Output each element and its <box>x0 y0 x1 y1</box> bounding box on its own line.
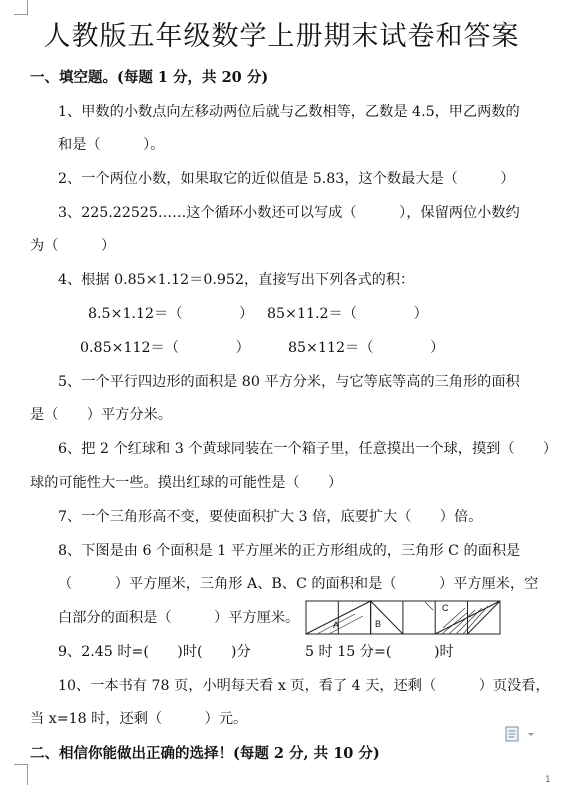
section-2-heading: 二、相信你能做出正确的选择！(每题 2 分, 共 10 分) <box>30 745 380 762</box>
question-10-line-2: 当 x=18 时，还剩（ ）元。 <box>30 711 248 727</box>
paste-options-icon[interactable] <box>505 726 541 742</box>
question-3-line-2: 为（ ） <box>30 238 116 254</box>
question-8-line-1: 8、下图是由 6 个面积是 1 平方厘米的正方形组成的，三角形 C 的面积是 <box>58 543 521 559</box>
triangle-a-label: A <box>333 620 340 630</box>
question-1-line-1: 1、甲数的小数点向左移动两位后就与乙数相等，乙数是 4.5，甲乙两数的 <box>58 104 520 120</box>
crop-mark-bottom-left-h <box>14 764 28 765</box>
triangle-c-label: C <box>442 603 449 613</box>
question-1-line-2: 和是（ ）。 <box>58 137 165 153</box>
section-1-heading: 一、填空题。(每题 1 分，共 20 分) <box>30 69 269 86</box>
question-7: 7、一个三角形高不变，要使面积扩大 3 倍，底要扩大（ ）倍。 <box>58 509 483 525</box>
question-6-line-2: 球的可能性大一些。摸出红球的可能性是（ ） <box>30 475 343 491</box>
question-5-line-2: 是（ ）平方分米。 <box>30 407 172 423</box>
document-title: 人教版五年级数学上册期末试卷和答案 <box>43 21 520 52</box>
squares-triangles-figure <box>305 600 503 635</box>
question-6-line-1: 6、把 2 个红球和 3 个黄球同装在一个箱子里，任意摸出一个球，摸到（ ） <box>58 441 558 457</box>
question-9-part-2: 5 时 15 分=( )时 <box>305 644 454 660</box>
question-3-line-1: 3、225.22525……这个循环小数还可以写成（ ），保留两位小数约 <box>58 205 520 221</box>
page-number: 1 <box>545 775 551 785</box>
question-4-item-1: 8.5×1.12＝（ ） <box>88 306 254 322</box>
question-2: 2、一个两位小数，如果取它的近似值是 5.83，这个数最大是（ ） <box>58 171 515 187</box>
question-4-item-3: 0.85×112＝（ ） <box>80 340 250 356</box>
question-9-part-1: 9、2.45 时=( )时( )分 <box>58 644 251 660</box>
question-8-line-3: 白部分的面积是（ ）平方厘米。 <box>58 610 300 626</box>
triangle-b-label: B <box>375 619 382 629</box>
question-4-item-4: 85×112＝（ ） <box>288 340 445 356</box>
question-4: 4、根据 0.85×1.12＝0.952，直接写出下列各式的积： <box>58 272 415 288</box>
crop-mark-top-left-v <box>27 0 28 15</box>
question-10-line-1: 10、一本书有 78 页，小明每天看 x 页，看了 4 天，还剩（ ）页没看， <box>58 678 550 694</box>
question-5-line-1: 5、一个平行四边形的面积是 80 平方分米，与它等底等高的三角形的面积 <box>58 374 520 390</box>
question-8-line-2: （ ）平方厘米，三角形 A、B、C 的面积和是（ ）平方厘米，空 <box>58 576 539 592</box>
question-4-item-2: 85×11.2＝（ ） <box>267 306 428 322</box>
crop-mark-bottom-left-v <box>27 764 28 785</box>
